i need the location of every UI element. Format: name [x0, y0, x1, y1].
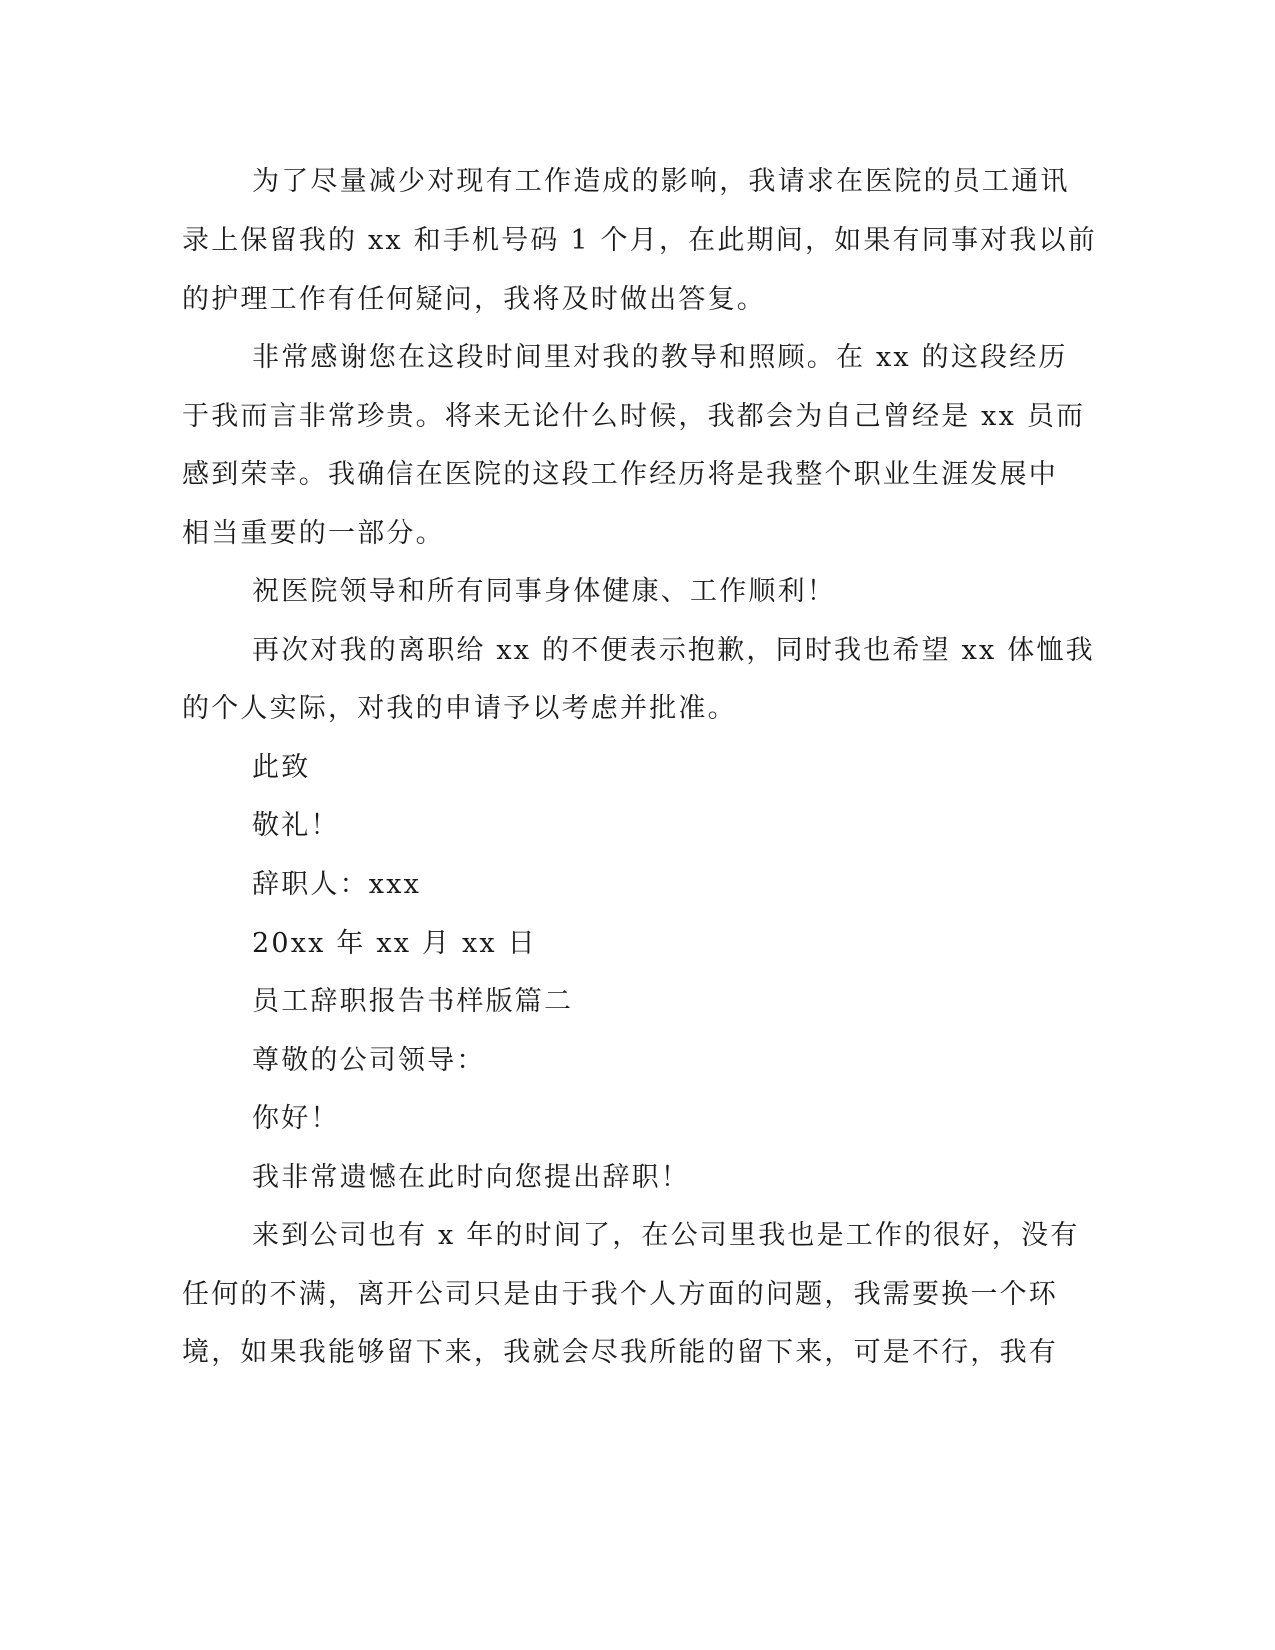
text-line: 感到荣幸。我确信在医院的这段工作经历将是我整个职业生涯发展中 [182, 459, 1058, 490]
text-line: 的个人实际，对我的申请予以考虑并批准。 [182, 693, 737, 724]
text-line: 敬礼！ [252, 810, 340, 841]
text-line: 录上保留我的 xx 和手机号码 1 个月，在此期间，如果有同事对我以前 [182, 225, 1097, 256]
text-line: 祝医院领导和所有同事身体健康、工作顺利！ [252, 576, 836, 607]
text-line: 相当重要的一部分。 [182, 518, 445, 549]
text-line: 我非常遗憾在此时向您提出辞职！ [252, 1162, 690, 1193]
text-line: 尊敬的公司领导： [252, 1045, 486, 1076]
text-line: 辞职人：xxx [252, 869, 422, 900]
text-line: 境，如果我能够留下来，我就会尽我所能的留下来，可是不行，我有 [182, 1337, 1058, 1368]
text-line: 于我而言非常珍贵。将来无论什么时候，我都会为自己曾经是 xx 员而 [182, 401, 1086, 432]
text-line: 此致 [252, 752, 311, 783]
text-line: 任何的不满，离开公司只是由于我个人方面的问题，我需要换一个环 [182, 1279, 1058, 1310]
text-line: 再次对我的离职给 xx 的不便表示抱歉，同时我也希望 xx 体恤我 [252, 635, 1095, 666]
text-line: 的护理工作有任何疑问，我将及时做出答复。 [182, 284, 766, 315]
text-line: 20xx 年 xx 月 xx 日 [252, 928, 537, 959]
text-line: 来到公司也有 x 年的时间了，在公司里我也是工作的很好，没有 [252, 1220, 1080, 1251]
text-line: 非常感谢您在这段时间里对我的教导和照顾。在 xx 的这段经历 [252, 342, 1068, 373]
text-line: 你好！ [252, 1103, 340, 1134]
text-line: 为了尽量减少对现有工作造成的影响，我请求在医院的员工通讯 [252, 166, 1070, 197]
section-heading: 员工辞职报告书样版篇二 [252, 986, 574, 1017]
